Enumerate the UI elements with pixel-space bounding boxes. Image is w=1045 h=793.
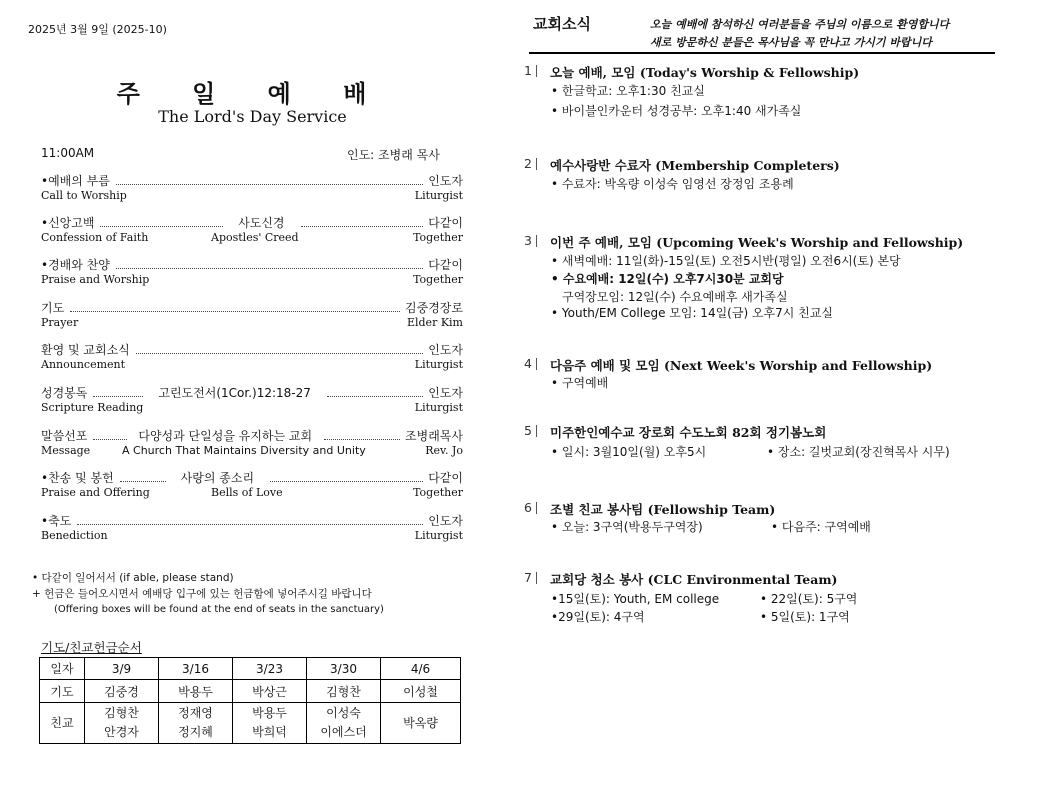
list-item: • 한글학교: 오후1:30 친교실 (551, 84, 705, 98)
section-heading: 예수사랑반 수료자 (Membership Completers) (550, 158, 840, 173)
order-item-confession (41, 215, 463, 247)
table-cell: 박옥량 (381, 703, 461, 744)
order-item-who: 다같이 (428, 471, 463, 485)
section-heading: 다음주 예배 및 모임 (Next Week's Worship and Fellowship) (550, 358, 933, 373)
stand-note: • 다같이 일어서서 (if able, please stand) (32, 572, 234, 584)
row-label: 기도 (40, 680, 85, 703)
table-cell: 박상근 (233, 680, 307, 703)
order-item-en: Scripture Reading (41, 401, 144, 414)
order-item-en: Announcement (41, 358, 126, 371)
list-item: •15일(토): Youth, EM college (551, 592, 720, 606)
cell-name: 정지혜 (178, 725, 213, 739)
bulletin-date: 2025년 3월 9일 (2025-10) (28, 23, 167, 36)
order-item-kr: •신앙고백 (41, 216, 95, 230)
order-item-who-en: Liturgist (414, 529, 463, 542)
section-number: 2 (524, 156, 537, 171)
rotation-title: 기도/친교헌금순서 (41, 640, 142, 655)
worship-notes (32, 570, 384, 618)
table-cell: 박용두 (159, 680, 233, 703)
order-item-who-en: Liturgist (414, 401, 463, 414)
order-item-who: 인도자 (428, 514, 463, 528)
order-item-scripture (41, 385, 463, 417)
order-item-who: 다같이 (428, 216, 464, 230)
list-item: • 22일(토): 5구역 (760, 592, 858, 606)
order-item-kr: •예배의 부름 (41, 174, 110, 188)
welcome-message (650, 16, 949, 52)
list-item: • 수요예배: 12일(수) 오후7시30분 교회당 (551, 272, 784, 286)
order-item-praise (41, 257, 463, 289)
list-item: • 5일(토): 1구역 (760, 610, 850, 624)
order-item-who: 조병래목사 (405, 429, 463, 443)
list-item: • 장소: 길벗교회(장진혁목사 시무) (767, 445, 950, 459)
offering-note: + 헌금은 들어오시면서 예배당 입구에 있는 헌금함에 넣어주시길 바랍니다 (32, 588, 372, 600)
table-header-cell: 4/6 (381, 658, 461, 680)
cell-name: 이에스더 (320, 725, 367, 739)
order-item-mid-en: Bells of Love (211, 486, 283, 499)
table-cell: 김중경 (85, 680, 159, 703)
order-item-who: 김중경장로 (405, 301, 463, 315)
order-item-prayer (41, 300, 463, 332)
list-item: • Youth/EM College 모임: 14일(금) 오후7시 친교실 (551, 306, 833, 320)
section-number: 1 (524, 63, 537, 78)
order-item-who: 인도자 (428, 174, 463, 188)
order-item-who: 인도자 (428, 343, 463, 357)
table-header-cell: 3/30 (307, 658, 381, 680)
order-item-who: 인도자 (428, 386, 463, 400)
order-item-mid-en: A Church That Maintains Diversity and Unity (122, 444, 366, 457)
order-item-offering (41, 470, 463, 502)
service-leader: 인도: 조병래 목사 (347, 148, 440, 162)
list-item: • 새벽예배: 11일(화)-15일(토) 오전5시반(평일) 오전6시(토) 본당 (551, 254, 901, 268)
cell-name: 김형찬 (104, 706, 139, 720)
order-item-who-en: Liturgist (414, 358, 463, 371)
table-row-prayer (40, 680, 461, 703)
order-item-kr: 말씀선포 (41, 429, 88, 443)
cell-name: 박희덕 (252, 725, 287, 739)
list-item: • 구역예배 (551, 376, 609, 390)
order-item-who-en: Together (413, 231, 463, 244)
cell-name: 안경자 (104, 725, 139, 739)
list-item: • 오늘: 3구역(박용두구역장) (551, 520, 703, 534)
order-item-en: Praise and Offering (41, 486, 150, 499)
table-cell: 이성철 (381, 680, 461, 703)
service-title-english: The Lord's Day Service (158, 107, 347, 126)
section-number: 5 (524, 423, 537, 438)
order-item-who-en: Rev. Jo (425, 444, 463, 457)
rotation-table (39, 657, 461, 744)
order-item-announcement (41, 342, 463, 374)
order-item-who: 다같이 (428, 258, 463, 272)
table-row-fellowship (40, 703, 461, 744)
cell-name: 이성숙 (326, 706, 361, 720)
order-item-en: Confession of Faith (41, 231, 149, 244)
row-label: 친교 (40, 703, 85, 744)
table-cell (159, 703, 233, 744)
order-item-en: Benediction (41, 529, 108, 542)
section-heading: 미주한인예수교 장로회 수도노회 82회 정기봄노회 (550, 425, 827, 440)
welcome-line: 새로 방문하신 분들은 목사님을 꼭 만나고 가시기 바랍니다 (650, 36, 932, 49)
table-cell (307, 703, 381, 744)
section-heading: 교회당 청소 봉사 (CLC Environmental Team) (550, 572, 838, 587)
order-item-message (41, 428, 463, 460)
cell-name: 정재영 (178, 706, 213, 720)
offering-note-english: (Offering boxes will be found at the end of seats in the sanctuary) (54, 604, 384, 615)
divider (529, 52, 995, 54)
list-item: • 일시: 3월10일(월) 오후5시 (551, 445, 707, 459)
section-number: 6 (524, 500, 537, 515)
list-item: 구역장모임: 12일(수) 수요예배후 새가족실 (562, 290, 788, 304)
section-number: 7 (524, 570, 537, 585)
table-header-cell: 3/16 (159, 658, 233, 680)
section-heading: 조별 친교 봉사팀 (Fellowship Team) (550, 502, 776, 517)
order-item-en: Message (41, 444, 91, 457)
cell-name: 박용두 (252, 706, 287, 720)
service-time: 11:00AM (41, 146, 95, 160)
table-cell (85, 703, 159, 744)
order-item-kr: 기도 (41, 301, 65, 315)
order-item-who-en: Elder Kim (406, 316, 463, 329)
table-header-cell: 3/9 (85, 658, 159, 680)
order-item-who-en: Together (413, 273, 463, 286)
table-header-row (40, 658, 461, 680)
section-number: 4 (524, 356, 537, 371)
order-item-kr: •경배와 찬양 (41, 258, 110, 272)
list-item: • 다음주: 구역예배 (771, 520, 871, 534)
table-cell (233, 703, 307, 744)
order-item-benediction (41, 513, 463, 545)
order-item-who-en: Together (413, 486, 463, 499)
list-item: • 바이블인카운터 성경공부: 오후1:40 새가족실 (551, 104, 802, 118)
order-item-mid: 사랑의 종소리 (180, 471, 255, 485)
table-cell: 김형찬 (307, 680, 381, 703)
order-item-mid-en: Apostles' Creed (211, 231, 299, 244)
section-heading: 오늘 예배, 모임 (Today's Worship & Fellowship) (550, 65, 860, 80)
order-item-en: Praise and Worship (41, 273, 150, 286)
order-item-kr: •찬송 및 봉헌 (41, 471, 114, 485)
order-item-mid: 고린도전서(1Cor.)12:18-27 (158, 386, 311, 400)
news-title: 교회소식 (533, 15, 591, 33)
order-item-en: Call to Worship (41, 189, 127, 202)
section-number: 3 (524, 233, 537, 248)
table-header-cell: 3/23 (233, 658, 307, 680)
service-title-korean: 주 일 예 배 (116, 79, 389, 108)
list-item: • 수료자: 박옥량 이성숙 임영선 장정임 조용례 (551, 177, 794, 191)
order-item-call-to-worship (41, 173, 463, 205)
order-item-who-en: Liturgist (414, 189, 463, 202)
welcome-line: 오늘 예배에 참석하신 여러분들을 주님의 이름으로 환영합니다 (650, 18, 950, 31)
order-item-mid: 사도신경 (238, 216, 285, 230)
order-item-kr: 성경봉독 (41, 386, 88, 400)
list-item: •29일(토): 4구역 (551, 610, 645, 624)
order-item-en: Prayer (41, 316, 79, 329)
order-item-kr: •축도 (41, 514, 72, 528)
section-heading: 이번 주 예배, 모임 (Upcoming Week's Worship and Fellowship) (550, 235, 964, 250)
order-item-mid: 다양성과 단일성을 유지하는 교회 (138, 429, 313, 443)
table-header-cell: 일자 (40, 658, 85, 680)
order-item-kr: 환영 및 교회소식 (41, 343, 130, 357)
